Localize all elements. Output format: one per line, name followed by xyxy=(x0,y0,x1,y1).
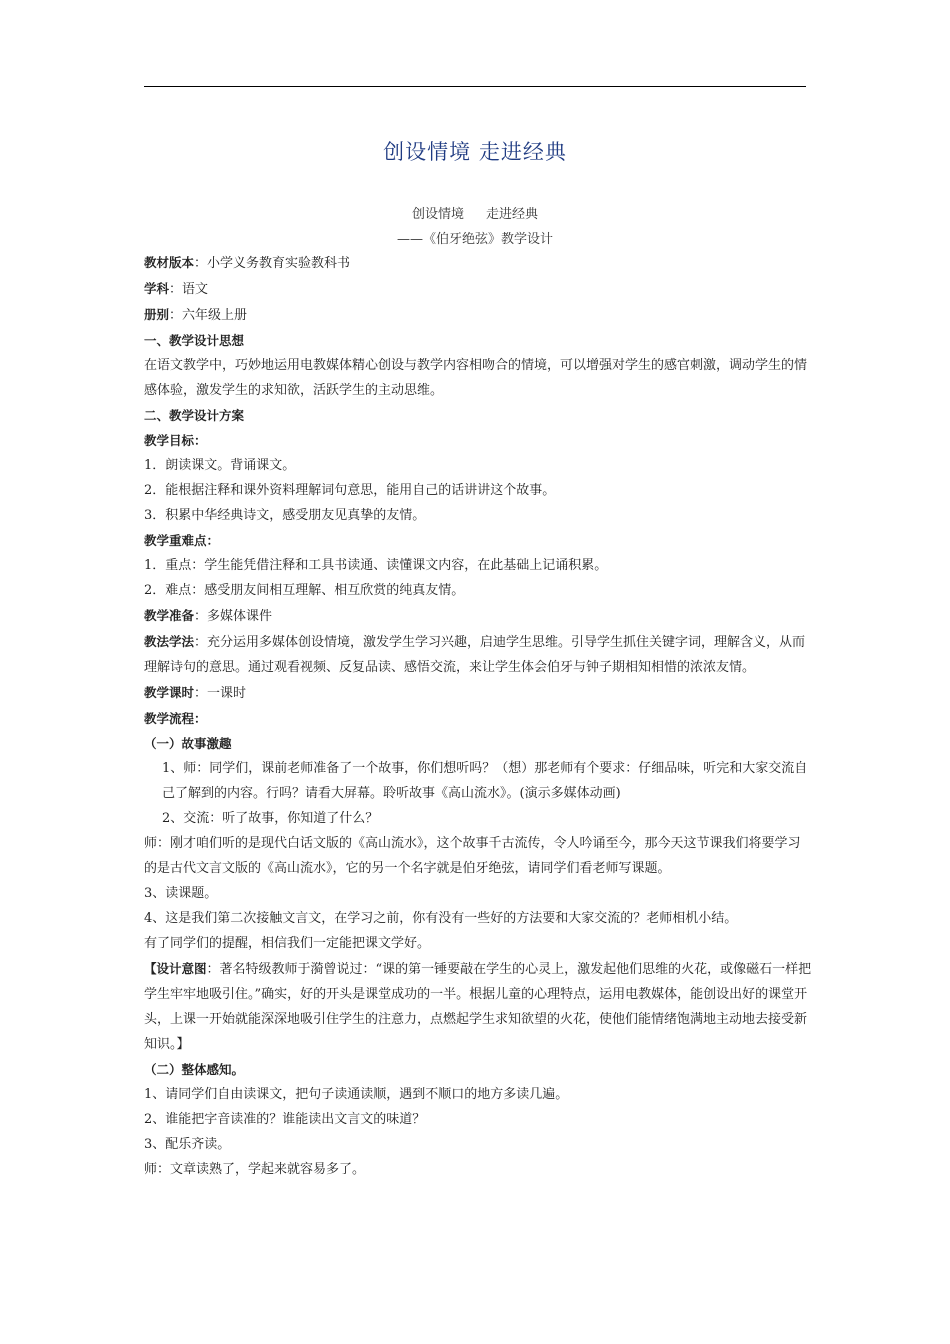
goal-item: 2．能根据注释和课外资料理解词句意思，能用自己的话讲讲这个故事。 xyxy=(144,483,556,498)
flow-label: 教学流程： xyxy=(144,711,207,726)
subtitle-lesson: ——《伯牙绝弦》教学设计 xyxy=(396,232,553,247)
meta-edition: 教材版本：小学义务教育实验教科书 xyxy=(144,255,351,271)
header-rule xyxy=(144,86,806,87)
key-point-item: 2．难点：感受朋友间相互理解、相互欣赏的纯真友情。 xyxy=(144,583,465,598)
subtitle-part-b: 走进经典 xyxy=(486,207,539,222)
document-body xyxy=(144,250,812,1182)
preparation: 教学准备：多媒体课件 xyxy=(144,608,273,624)
document-title: 创设情境 走进经典 xyxy=(383,140,567,164)
part1-paragraph: 师：刚才咱们听的是现代白话文版的《高山流水》，这个故事千古流传，令人吟诵至今，那今天这节课我们将要学习的是古代文言文版的《高山流水》，它的另一个名字就是伯牙绝弦，请同学们看老师写课题。 xyxy=(144,836,801,876)
section1-text: 在语文教学中，巧妙地运用电教媒体精心创设与教学内容相吻合的情境，可以增强对学生的感官刺激，调动学生的情感体验，激发学生的求知欲，活跃学生的主动思维。 xyxy=(144,358,808,398)
key-point-item: 1．重点：学生能凭借注释和工具书读通、读懂课文内容，在此基础上记诵积累。 xyxy=(144,558,608,573)
part1-paragraph: 2、交流：听了故事，你知道了什么？ xyxy=(162,811,379,826)
goal-item: 3．积累中华经典诗文，感受朋友见真挚的友情。 xyxy=(144,508,426,523)
goal-item: 1．朗读课文。背诵课文。 xyxy=(144,458,296,473)
key-points-label: 教学重难点： xyxy=(144,533,220,548)
part1-paragraph: 3、读课题。 xyxy=(144,886,218,901)
part2-heading: （二）整体感知。 xyxy=(144,1062,245,1077)
class-hours: 教学课时：一课时 xyxy=(144,685,247,701)
part1-heading: （一）故事激趣 xyxy=(144,736,232,751)
goals-label: 教学目标： xyxy=(144,433,207,448)
part2-item: 2、谁能把字音读准的？谁能读出文言文的味道？ xyxy=(144,1112,426,1127)
part2-item: 1、请同学们自由读课文，把句子读通读顺，遇到不顺口的地方多读几遍。 xyxy=(144,1087,569,1102)
teaching-method: 教法学法：充分运用多媒体创设情境，激发学生学习兴趣，启迪学生思维。引导学生抓住关键字词，理解含义，从而理解诗句的意思。通过观看视频、反复品读、感悟交流，来让学生体会伯牙与钟子期相知相惜的浓浓友情。 xyxy=(144,634,806,675)
meta-subject: 学科：语文 xyxy=(144,281,209,297)
meta-volume: 册别：六年级上册 xyxy=(144,307,248,323)
part2-item: 师：文章读熟了，学起来就容易多了。 xyxy=(144,1162,366,1177)
subtitle-part-a: 创设情境 xyxy=(411,207,464,222)
section2-heading: 二、教学设计方案 xyxy=(144,408,245,423)
part1-paragraph: 有了同学们的提醒，相信我们一定能把课文学好。 xyxy=(144,936,431,951)
part1-paragraph: 4、这是我们第二次接触文言文，在学习之前，你有没有一些好的方法要和大家交流的？老师相机小结。 xyxy=(144,911,738,926)
part2-item: 3、配乐齐读。 xyxy=(144,1137,231,1152)
part1-paragraph: 1、师：同学们，课前老师准备了一个故事，你们想听吗？（想）那老师有个要求：仔细品味，听完和大家交流自己了解到的内容。行吗？请看大屏幕。聆听故事《高山流水》。(演示多媒体动画) xyxy=(162,761,808,801)
subtitle-line xyxy=(144,203,806,222)
section1-heading: 一、教学设计思想 xyxy=(144,333,245,348)
design-intent: 【设计意图：著名特级教师于漪曾说过：“课的第一锤要敲在学生的心灵上，激发起他们思维的火花，或像磁石一样把学生牢牢地吸引住。”确实，好的开头是课堂成功的一半。根据儿童的心理特点，运用电教媒体，能创设出好的课堂开头，上课一开始就能深深地吸引住学生的注意力，点燃起学生求知欲望的火花，使他们能情绪饱满地主动地去接受新知识。】 xyxy=(144,961,812,1052)
